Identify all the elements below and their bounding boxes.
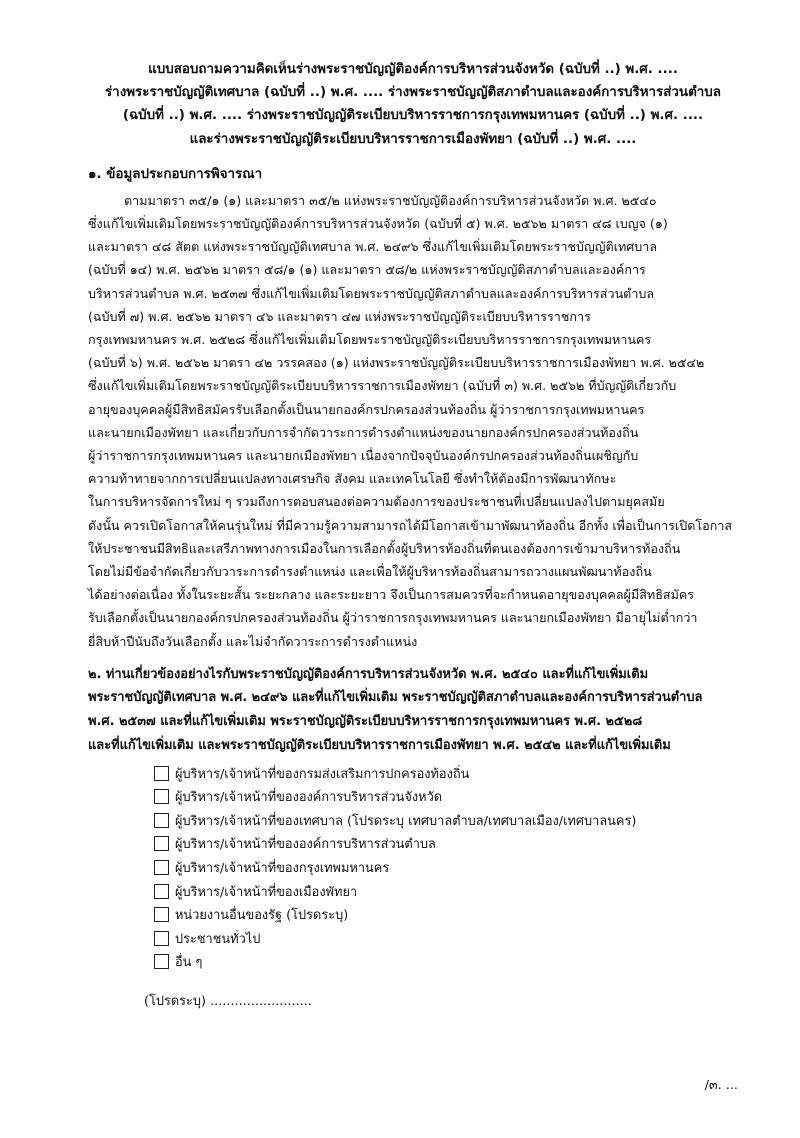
body-line: ให้ประชาชนมีสิทธิและเสรีภาพทางการเมืองในการเลือกตั้งผู้บริหารท้องถิ่นที่ตนเองต้องการเข้ามาบริหารท้องถิ่น [88, 540, 681, 556]
body-line: รับเลือกตั้งเป็นนายกองค์กรปกครองส่วนท้องถิ่น ผู้ว่าราชการกรุงเทพมหานคร และนายกเมืองพัทยา มีอายุไม่ต่ำกว่า [88, 610, 698, 626]
question-2 [88, 663, 738, 757]
body-line: และนายกเมืองพัทยา และเกี่ยวกับการจำกัดวาระการดำรงตำแหน่งของนายกองค์กรปกครองส่วนท้องถิ่น [88, 424, 639, 440]
question-2-options [154, 761, 738, 973]
checkbox[interactable] [154, 789, 169, 804]
body-line: ในการบริหารจัดการใหม่ ๆ รวมถึงการตอบสนองต่อความต้องการของประชาชนที่เปลี่ยนแปลงไปตามยุคสมัย [88, 494, 665, 510]
option-other-agency[interactable] [154, 903, 738, 927]
option-label: ผู้บริหาร/เจ้าหน้าที่ของเมืองพัทยา [175, 884, 358, 900]
body-line: และมาตรา ๔๘ สัตต แห่งพระราชบัญญัติเทศบาล พ.ศ. ๒๔๙๖ ซึ่งแก้ไขเพิ่มเติมโดยพระราชบัญญัติเทศบาล [88, 239, 658, 255]
body-line: บริหารส่วนตำบล พ.ศ. ๒๕๓๗ ซึ่งแก้ไขเพิ่มเติมโดยพระราชบัญญัติสภาตำบลและองค์การบริหารส่วนตำบล [88, 285, 655, 301]
option-other[interactable] [154, 950, 738, 974]
document-title [88, 58, 738, 151]
checkbox[interactable] [154, 954, 169, 969]
checkbox[interactable] [154, 884, 169, 899]
title-line: และร่างพระราชบัญญัติระเบียบบริหารราชการเมืองพัทยา (ฉบับที่ ..) พ.ศ. .... [189, 131, 637, 147]
checkbox[interactable] [154, 907, 169, 922]
body-line: ผู้ว่าราชการกรุงเทพมหานคร และนายกเมืองพัทยา เนื่องจากปัจจุบันองค์กรปกครองส่วนท้องถิ่นเผชิญกับ [88, 448, 639, 464]
option-dla-officer[interactable] [154, 761, 738, 785]
question-line: พระราชบัญญัติเทศบาล พ.ศ. ๒๔๙๖ และที่แก้ไขเพิ่มเติม พระราชบัญญัติสภาตำบลและองค์การบริหารส่วนตำบล [88, 690, 703, 706]
option-label: ผู้บริหาร/เจ้าหน้าที่ของเทศบาล (โปรดระบุ เทศบาลตำบล/เทศบาลเมือง/เทศบาลนคร) [175, 813, 637, 829]
body-line: ความท้าทายจากการเปลี่ยนแปลงทางเศรษกิจ สังคม และเทคโนโลยี ซึ่งทำให้ต้องมีการพัฒนาทักษะ [88, 471, 617, 487]
checkbox[interactable] [154, 931, 169, 946]
title-line: ร่างพระราชบัญญัติเทศบาล (ฉบับที่ ..) พ.ศ. .... ร่างพระราชบัญญัติสภาตำบลและองค์การบริหารส่วนตำบล [104, 85, 722, 101]
checkbox[interactable] [154, 813, 169, 828]
body-line: กรุงเทพมหานคร พ.ศ. ๒๕๒๘ ซึ่งแก้ไขเพิ่มเติมโดยพระราชบัญญัติระเบียบบริหารราชการกรุงเทพมหานคร [88, 332, 652, 348]
option-sao-officer[interactable] [154, 832, 738, 856]
option-label: ผู้บริหาร/เจ้าหน้าที่ขององค์การบริหารส่วนตำบล [175, 837, 436, 853]
question-line: พ.ศ. ๒๕๓๗ และที่แก้ไขเพิ่มเติม พระราชบัญญัติระเบียบบริหารราชการกรุงเทพมหานคร พ.ศ. ๒๕๒๘ [88, 714, 643, 730]
section-1-heading: ๑. ข้อมูลประกอบการพิจารณา [88, 166, 263, 182]
checkbox[interactable] [154, 860, 169, 875]
option-label: ผู้บริหาร/เจ้าหน้าที่ของกรมส่งเสริมการปกครองท้องถิ่น [175, 766, 470, 782]
title-line: (ฉบับที่ ..) พ.ศ. .... ร่างพระราชบัญญัติระเบียบบริหารราชการกรุงเทพมหานคร (ฉบับที่ ..) พ.ศ. .... [122, 108, 704, 124]
question-line: และที่แก้ไขเพิ่มเติม และพระราชบัญญัติระเบียบบริหารราชการเมืองพัทยา พ.ศ. ๒๕๔๒ และที่แก้ไขเพิ่มเติม [88, 737, 671, 753]
option-label: อื่น ๆ [175, 955, 203, 971]
body-line: ได้อย่างต่อเนื่อง ทั้งในระยะสั้น ระยะกลาง และระยะยาว จึงเป็นการสมควรที่จะกำหนดอายุของบุคคลผู้มีสิทธิสมัคร [88, 587, 695, 603]
body-line: ซึ่งแก้ไขเพิ่มเติมโดยพระราชบัญญัติองค์การบริหารส่วนจังหวัด (ฉบับที่ ๕) พ.ศ. ๒๕๖๒ มาตรา ๔๘ เบญจ (๑) [88, 216, 668, 232]
option-pao-officer[interactable] [154, 785, 738, 809]
body-line: ดังนั้น ควรเปิดโอกาสให้คนรุ่นใหม่ ที่มีความรู้ความสามารถได้มีโอกาสเข้ามาพัฒนาท้องถิ่น อีกทั้ง เพื่อเป็นการเปิดโอกาส [88, 517, 733, 533]
option-general-public[interactable] [154, 926, 738, 950]
body-line: ยี่สิบห้าปีนับถึงวันเลือกตั้ง และไม่จำกัดวาระการดำรงตำแหน่ง [88, 633, 418, 649]
body-line: (ฉบับที่ ๖) พ.ศ. ๒๕๖๒ มาตรา ๔๒ วรรคสอง (๑) แห่งพระราชบัญญัติระเบียบบริหารราชการเมืองพัทยา พ.ศ. ๒๕๔๒ [88, 355, 705, 371]
specify-field[interactable]: (โปรดระบุ) ......................... [144, 993, 312, 1009]
body-line: (ฉบับที่ ๑๔) พ.ศ. ๒๕๖๒ มาตรา ๕๘/๑ (๑) และมาตรา ๕๘/๒ แห่งพระราชบัญญัติสภาตำบลและองค์การ [88, 262, 646, 278]
body-line: ซึ่งแก้ไขเพิ่มเติมโดยพระราชบัญญัติระเบียบบริหารราชการเมืองพัทยา (ฉบับที่ ๓) พ.ศ. ๒๕๖๒ ที่บัญญัติเกี่ยวกับ [88, 378, 677, 394]
checkbox[interactable] [154, 766, 169, 781]
body-line: อายุของบุคคลผู้มีสิทธิสมัครรับเลือกตั้งเป็นนายกองค์กรปกครองส่วนท้องถิ่น ผู้ว่าราชการกรุงเทพมหานคร [88, 401, 645, 417]
option-label: ผู้บริหาร/เจ้าหน้าที่ของกรุงเทพมหานคร [175, 860, 390, 876]
title-line: แบบสอบถามความคิดเห็นร่างพระราชบัญญัติองค์การบริหารส่วนจังหวัด (ฉบับที่ ..) พ.ศ. .... [148, 62, 678, 77]
option-label: ผู้บริหาร/เจ้าหน้าที่ขององค์การบริหารส่วนจังหวัด [175, 790, 443, 806]
section-1-body [88, 189, 738, 653]
option-bangkok-officer[interactable] [154, 856, 738, 880]
body-line: โดยไม่มีข้อจำกัดเกี่ยวกับวาระการดำรงตำแหน่ง และเพื่อให้ผู้บริหารท้องถิ่นสามารถวางแผนพัฒนาท้องถิ่น [88, 564, 652, 580]
checkbox[interactable] [154, 836, 169, 851]
body-line: (ฉบับที่ ๗) พ.ศ. ๒๕๖๒ มาตรา ๔๖ และมาตรา ๔๗ แห่งพระราชบัญญัติระเบียบบริหารราชการ [88, 308, 591, 324]
question-line: ๒. ท่านเกี่ยวข้องอย่างไรกับพระราชบัญญัติองค์การบริหารส่วนจังหวัด พ.ศ. ๒๕๔๐ และที่แก้ไขเพิ่มเติม [88, 666, 649, 682]
option-label: ประชาชนทั่วไป [175, 931, 261, 947]
body-line: ตามมาตรา ๓๕/๑ (๑) และมาตรา ๓๕/๒ แห่งพระราชบัญญัติองค์การบริหารส่วนจังหวัด พ.ศ. ๒๕๔๐ [124, 192, 657, 208]
option-pattaya-officer[interactable] [154, 879, 738, 903]
page-continuation-marker: /๓. ... [704, 1078, 738, 1093]
option-municipality-officer[interactable] [154, 808, 738, 832]
option-label: หน่วยงานอื่นของรัฐ (โปรดระบุ) [175, 908, 349, 924]
